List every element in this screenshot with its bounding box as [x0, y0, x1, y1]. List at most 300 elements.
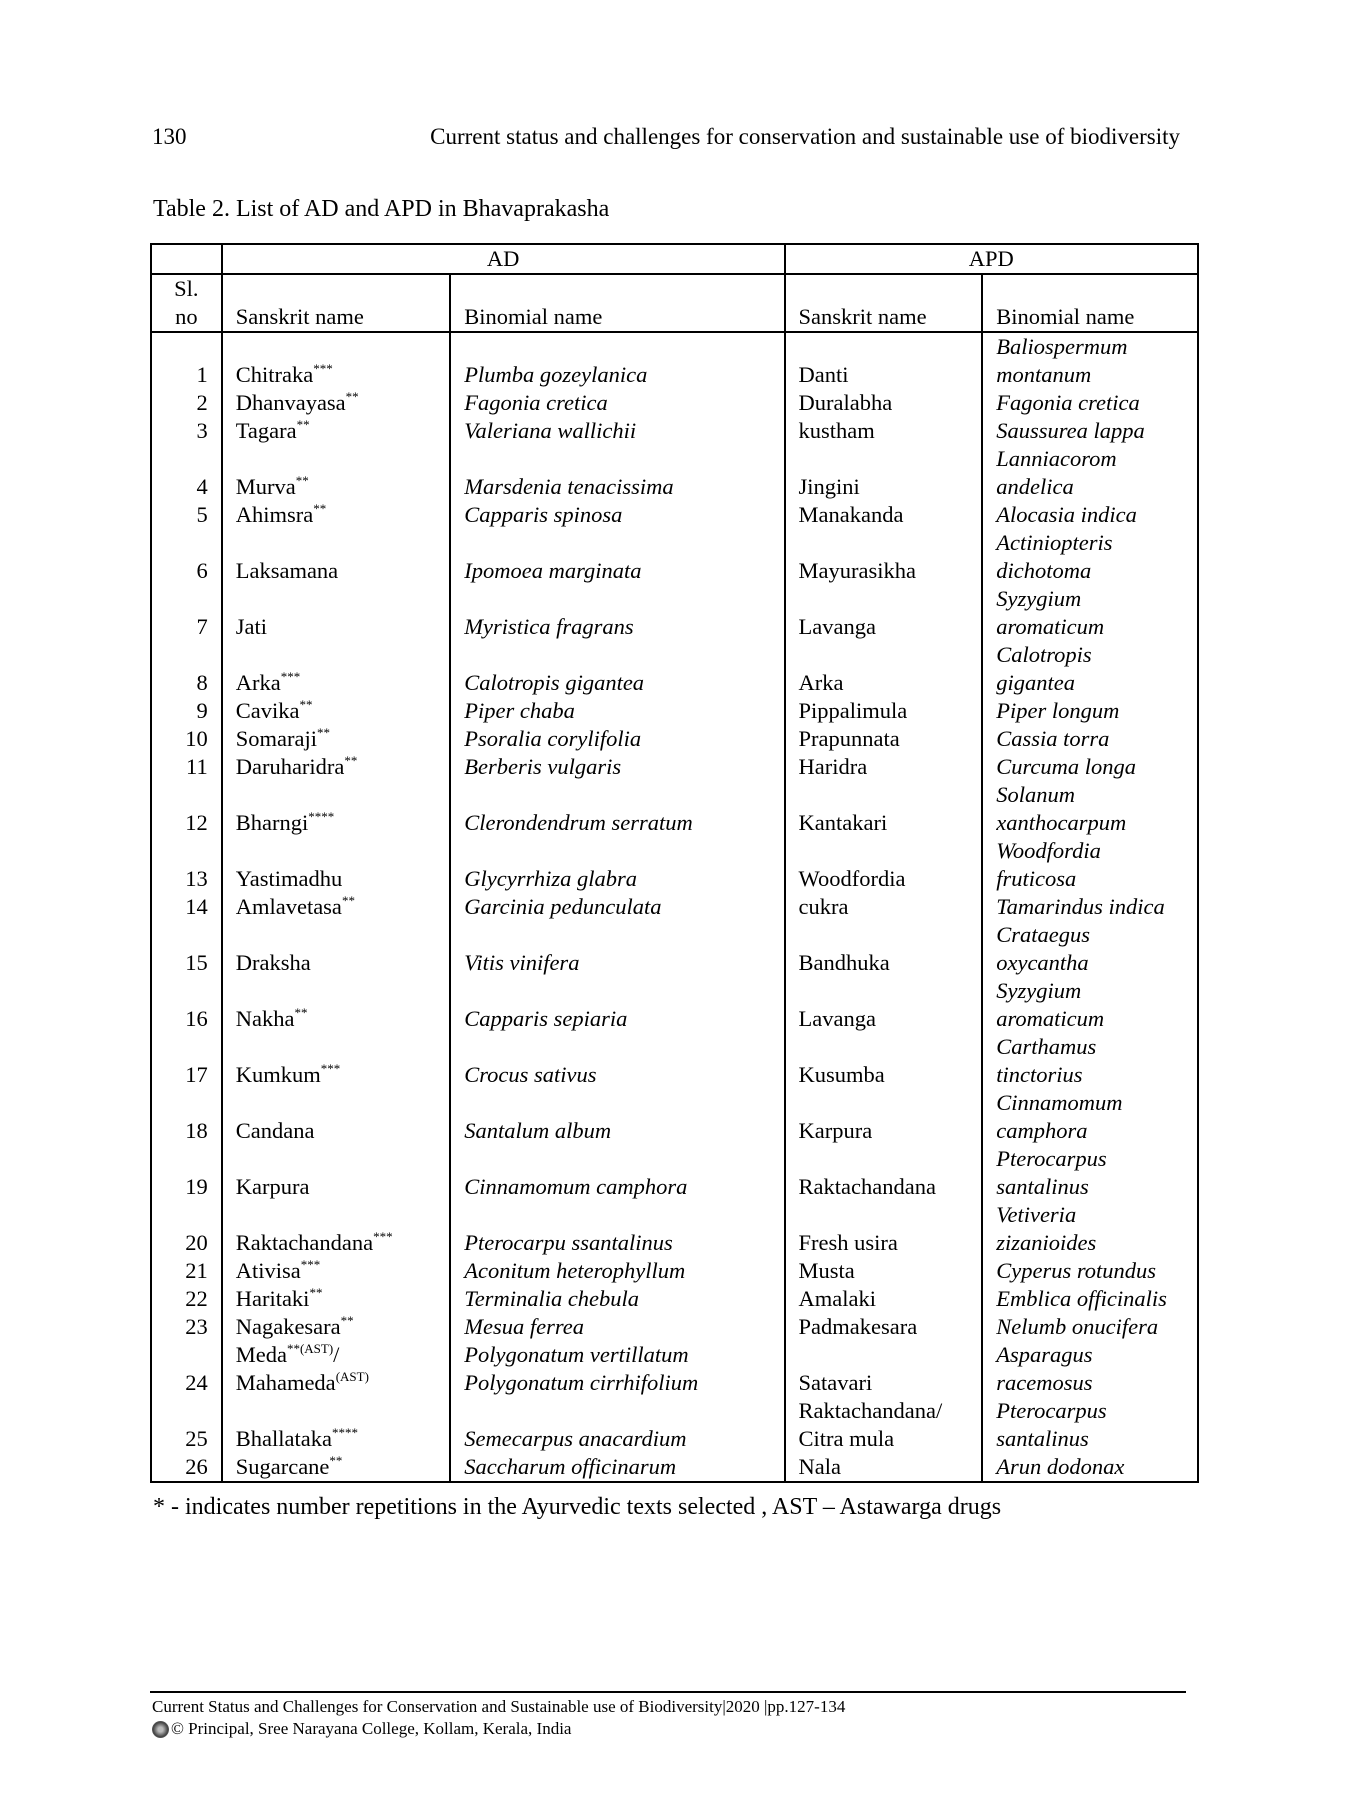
binomial-name: santalinus — [996, 1426, 1089, 1451]
apd-sanskrit-cell — [785, 977, 983, 1033]
sanskrit-name — [236, 417, 450, 445]
binomial-name: Plumba gozeylanica — [464, 362, 648, 387]
binomial-name: Marsdenia tenacissima — [464, 474, 674, 499]
ad-binomial-cell — [450, 1313, 784, 1341]
ad-sanskrit-cell — [222, 921, 451, 977]
sl-no-cell: 21 — [185, 1258, 208, 1283]
ad-binomial-cell — [450, 1285, 784, 1313]
sanskrit-name: Raktachandana — [798, 1174, 936, 1199]
binomial-name: Cyperus rotundus — [996, 1258, 1157, 1283]
sanskrit-name — [236, 893, 450, 921]
sanskrit-name — [236, 361, 450, 389]
sl-no-cell: 14 — [185, 894, 208, 919]
col-header-ad-sanskrit: Sanskrit name — [222, 274, 451, 332]
binomial-name: Vetiveria — [996, 1202, 1077, 1227]
apd-binomial-cell — [982, 501, 1198, 529]
repetition-mark: *** — [280, 669, 301, 684]
sanskrit-text: Bhallataka — [235, 1426, 332, 1451]
apd-sanskrit-cell — [785, 1313, 983, 1341]
binomial-name: Lanniacorom — [996, 446, 1117, 471]
sanskrit-name: Kusumba — [798, 1062, 885, 1087]
sanskrit-text: Haritaki — [235, 1286, 310, 1311]
binomial-name: Cinnamomum — [996, 1090, 1123, 1115]
sanskrit-name — [236, 1257, 450, 1285]
apd-sanskrit-cell — [785, 837, 983, 893]
apd-binomial-cell — [982, 1453, 1198, 1482]
binomial-name: santalinus — [996, 1174, 1089, 1199]
binomial-name: Cinnamomum camphora — [464, 1174, 688, 1199]
sanskrit-name: Arka — [798, 670, 844, 695]
apd-sanskrit-cell — [785, 445, 983, 501]
ad-sanskrit-cell — [222, 1453, 451, 1482]
apd-binomial-cell — [982, 641, 1198, 697]
apd-binomial-cell — [982, 921, 1198, 977]
ad-sanskrit-cell — [222, 977, 451, 1033]
sl-no-cell: 8 — [196, 670, 208, 695]
apd-sanskrit-cell — [785, 501, 983, 529]
binomial-name: Crocus sativus — [464, 1062, 597, 1087]
table-row — [151, 1397, 1198, 1453]
repetition-mark: ** — [295, 473, 309, 488]
binomial-name: Syzygium — [996, 978, 1082, 1003]
ad-binomial-cell — [450, 781, 784, 837]
binomial-name: andelica — [996, 474, 1074, 499]
repetition-mark: ** — [345, 389, 359, 404]
sl-no-cell: 12 — [185, 810, 208, 835]
table-row — [151, 725, 1198, 753]
apd-binomial-cell — [982, 1313, 1198, 1341]
table-row — [151, 781, 1198, 837]
sanskrit-name: Amalaki — [798, 1286, 877, 1311]
sanskrit-text: Ativisa — [235, 1258, 301, 1283]
sanskrit-text: Kumkum — [235, 1062, 321, 1087]
table-row — [151, 921, 1198, 977]
sanskrit-name — [236, 865, 450, 893]
apd-sanskrit-cell — [785, 641, 983, 697]
ad-binomial-cell — [450, 1033, 784, 1089]
ad-binomial-cell — [450, 1397, 784, 1453]
ad-binomial-cell — [450, 1257, 784, 1285]
sanskrit-name: Citra mula — [798, 1426, 895, 1451]
sl-no-cell: 2 — [196, 390, 208, 415]
binomial-name: Fagonia cretica — [464, 390, 608, 415]
binomial-name: camphora — [996, 1118, 1088, 1143]
binomial-name: Calotropis — [996, 642, 1092, 667]
repetition-mark: **(AST) — [286, 1341, 334, 1356]
apd-sanskrit-cell — [785, 1285, 983, 1313]
sanskrit-text: Bharngi — [235, 810, 309, 835]
ad-sanskrit-cell — [222, 1285, 451, 1313]
ad-sanskrit-cell — [222, 501, 451, 529]
sanskrit-name: Kantakari — [798, 810, 888, 835]
ad-binomial-cell — [450, 977, 784, 1033]
ad-binomial-cell — [450, 725, 784, 753]
binomial-name: dichotoma — [996, 558, 1092, 583]
binomial-name: gigantea — [996, 670, 1075, 695]
ad-sanskrit-cell — [222, 1145, 451, 1201]
sl-no-cell: 5 — [196, 502, 208, 527]
table-row — [151, 445, 1198, 501]
binomial-name: Fagonia cretica — [996, 390, 1140, 415]
sanskrit-name: Padmakesara — [798, 1314, 918, 1339]
apd-binomial-cell — [982, 332, 1198, 389]
sanskrit-text: Daruharidra — [235, 754, 345, 779]
apd-sanskrit-cell — [785, 921, 983, 977]
sanskrit-name — [236, 1425, 450, 1453]
ad-sanskrit-cell — [222, 753, 451, 781]
footer-copyright: © Principal, Sree Narayana College, Kollam, Kerala, India — [171, 1719, 572, 1738]
sanskrit-name: Pippalimula — [798, 698, 908, 723]
sl-no-cell: 7 — [196, 614, 208, 639]
apd-sanskrit-cell — [785, 1089, 983, 1145]
sanskrit-text: Arka — [235, 670, 281, 695]
sanskrit-name — [236, 1061, 450, 1089]
sl-no-cell: 26 — [185, 1454, 208, 1479]
col-header-slno: Sl. no — [151, 274, 222, 332]
binomial-name: Clerondendrum serratum — [464, 810, 693, 835]
sanskrit-text: Nagakesara — [235, 1314, 341, 1339]
ad-binomial-cell — [450, 445, 784, 501]
ad-binomial-cell — [450, 417, 784, 445]
binomial-name: Mesua ferrea — [464, 1314, 585, 1339]
repetition-mark: *** — [373, 1229, 393, 1244]
apd-binomial-cell — [982, 389, 1198, 417]
table-row — [151, 585, 1198, 641]
footnote: * - indicates number repetitions in the Ayurvedic texts selected , AST – Astawarga drugs — [153, 1494, 1002, 1520]
apd-binomial-cell — [982, 781, 1198, 837]
apd-binomial-cell — [982, 1257, 1198, 1285]
table-row — [151, 417, 1198, 445]
repetition-mark: *** — [300, 1257, 321, 1272]
table-row — [151, 332, 1198, 389]
group-header-apd: APD — [785, 244, 1198, 274]
col-header-ad-binomial: Binomial name — [450, 274, 784, 332]
group-header-row — [151, 244, 1198, 274]
binomial-name: Polygonatum vertillatum — [464, 1342, 689, 1367]
apd-binomial-cell — [982, 529, 1198, 585]
repetition-mark: ** — [309, 1285, 323, 1300]
sl-no-cell: 15 — [185, 950, 208, 975]
running-title: Current status and challenges for conservation and sustainable use of biodiversity — [430, 124, 1180, 149]
binomial-name: Psoralia corylifolia — [464, 726, 642, 751]
ad-sanskrit-cell — [222, 1313, 451, 1341]
sl-no-cell: 6 — [196, 558, 208, 583]
repetition-mark: ** — [294, 1005, 308, 1020]
ad-binomial-cell — [450, 641, 784, 697]
apd-binomial-cell — [982, 1145, 1198, 1201]
sl-no-cell: 9 — [196, 698, 208, 723]
sanskrit-text: Meda — [235, 1342, 287, 1367]
table-row — [151, 1313, 1198, 1341]
binomial-name: Pterocarpu ssantalinus — [464, 1230, 673, 1255]
footer-divider — [150, 1691, 1186, 1693]
binomial-name: Berberis vulgaris — [464, 754, 622, 779]
binomial-name: aromaticum — [996, 1006, 1105, 1031]
table-row — [151, 641, 1198, 697]
sanskrit-text: Raktachandana — [235, 1230, 374, 1255]
sanskrit-name — [236, 1173, 450, 1201]
name-suffix: / — [333, 1342, 340, 1367]
sl-no-cell: 18 — [185, 1118, 208, 1143]
ad-sanskrit-cell — [222, 529, 451, 585]
sanskrit-name: Bandhuka — [798, 950, 890, 975]
table-row — [151, 1453, 1198, 1482]
footer-citation: Current Status and Challenges for Conservation and Sustainable use of Biodiversity|2020 |pp.127-134 — [152, 1697, 846, 1716]
sanskrit-name: Jingini — [798, 474, 860, 499]
repetition-mark: *** — [313, 361, 333, 376]
binomial-name: Nelumb onucifera — [996, 1314, 1159, 1339]
table-body — [151, 332, 1198, 1482]
repetition-mark: **** — [308, 809, 335, 824]
binomial-name: Valeriana wallichii — [464, 418, 637, 443]
sanskrit-name — [236, 809, 450, 837]
sanskrit-name: cukra — [798, 894, 849, 919]
binomial-name: Myristica fragrans — [464, 614, 634, 639]
binomial-name: aromaticum — [996, 614, 1105, 639]
sanskrit-name: Karpura — [798, 1118, 873, 1143]
ad-sanskrit-cell — [222, 1397, 451, 1453]
sanskrit-text: Laksamana — [235, 558, 339, 583]
apd-binomial-cell — [982, 753, 1198, 781]
ad-sanskrit-cell — [222, 725, 451, 753]
ad-binomial-cell — [450, 753, 784, 781]
col-header-apd-sanskrit: Sanskrit name — [785, 274, 983, 332]
binomial-name: Piper chaba — [464, 698, 575, 723]
apd-sanskrit-cell — [785, 1397, 983, 1453]
apd-binomial-cell — [982, 837, 1198, 893]
ad-binomial-cell — [450, 332, 784, 389]
binomial-name: Actiniopteris — [996, 530, 1113, 555]
apd-binomial-cell — [982, 893, 1198, 921]
sanskrit-name: Lavanga — [798, 614, 877, 639]
sanskrit-name: Nala — [798, 1454, 842, 1479]
sanskrit-name: Woodfordia — [798, 866, 906, 891]
sl-no-cell: 11 — [186, 754, 208, 779]
repetition-mark: ** — [316, 725, 330, 740]
apd-binomial-cell — [982, 977, 1198, 1033]
sanskrit-text: Cavika — [235, 698, 300, 723]
ad-binomial-cell — [450, 501, 784, 529]
binomial-name: montanum — [996, 362, 1092, 387]
apd-binomial-cell — [982, 1397, 1198, 1453]
sanskrit-name: Fresh usira — [798, 1230, 898, 1255]
ad-sanskrit-cell — [222, 1089, 451, 1145]
binomial-name: Saccharum officinarum — [464, 1454, 677, 1479]
ad-sanskrit-cell — [222, 1033, 451, 1089]
sl-no-cell: 10 — [185, 726, 208, 751]
ad-sanskrit-cell — [222, 837, 451, 893]
apd-sanskrit-cell — [785, 1257, 983, 1285]
empty-header-cell — [151, 244, 222, 274]
sanskrit-text: Yastimadhu — [235, 866, 343, 891]
binomial-name: Syzygium — [996, 586, 1082, 611]
ad-sanskrit-cell — [222, 1341, 451, 1397]
footer-copyright-line — [152, 1719, 571, 1739]
table-caption: Table 2. List of AD and APD in Bhavaprakasha — [153, 196, 610, 222]
apd-sanskrit-cell — [785, 893, 983, 921]
binomial-name: Woodfordia — [996, 838, 1101, 863]
ad-sanskrit-cell — [222, 1201, 451, 1257]
table-row — [151, 977, 1198, 1033]
apd-binomial-cell — [982, 1033, 1198, 1089]
sl-no-cell: 22 — [185, 1286, 208, 1311]
sanskrit-name: Duralabha — [798, 390, 893, 415]
binomial-name: Saussurea lappa — [996, 418, 1145, 443]
sanskrit-name — [236, 697, 450, 725]
binomial-name: Polygonatum cirrhifolium — [464, 1370, 699, 1395]
sl-no-cell: 24 — [185, 1370, 208, 1395]
binomial-name: Crataegus — [996, 922, 1090, 947]
group-header-ad: AD — [222, 244, 785, 274]
binomial-name: Arun dodonax — [996, 1454, 1125, 1479]
apd-sanskrit-cell — [785, 585, 983, 641]
repetition-mark: (AST) — [335, 1369, 369, 1384]
table-row — [151, 389, 1198, 417]
sanskrit-text: Jati — [235, 614, 267, 639]
apd-binomial-cell — [982, 417, 1198, 445]
binomial-name: Santalum album — [464, 1118, 612, 1143]
sanskrit-name: Mayurasikha — [798, 558, 917, 583]
binomial-name: Solanum — [996, 782, 1075, 807]
ad-sanskrit-cell — [222, 417, 451, 445]
apd-binomial-cell — [982, 1285, 1198, 1313]
binomial-name: Capparis spinosa — [464, 502, 623, 527]
binomial-name: racemosus — [996, 1370, 1093, 1395]
ad-binomial-cell — [450, 585, 784, 641]
sanskrit-name — [236, 1369, 450, 1397]
ad-binomial-cell — [450, 1201, 784, 1257]
binomial-name: Pterocarpus — [996, 1398, 1107, 1423]
binomial-name: Curcuma longa — [996, 754, 1137, 779]
apd-sanskrit-cell — [785, 1145, 983, 1201]
binomial-name: Semecarpus anacardium — [464, 1426, 687, 1451]
binomial-name: Glycyrrhiza glabra — [464, 866, 637, 891]
sanskrit-text: Tagara — [235, 418, 297, 443]
college-logo-icon — [152, 1721, 169, 1738]
binomial-name: oxycantha — [996, 950, 1089, 975]
table-row — [151, 837, 1198, 893]
sanskrit-name: Haridra — [798, 754, 868, 779]
binomial-name: Aconitum heterophyllum — [464, 1258, 686, 1283]
sanskrit-text: Sugarcane — [235, 1454, 330, 1479]
sanskrit-name: Musta — [798, 1258, 855, 1283]
ad-binomial-cell — [450, 1145, 784, 1201]
sanskrit-text: Draksha — [235, 950, 311, 975]
sanskrit-name — [236, 557, 450, 585]
sanskrit-name — [236, 725, 450, 753]
sanskrit-text: Amlavetasa — [235, 894, 342, 919]
ad-sanskrit-cell — [222, 585, 451, 641]
table-row — [151, 1145, 1198, 1201]
sanskrit-name — [236, 1453, 450, 1481]
apd-sanskrit-cell — [785, 417, 983, 445]
binomial-name: fruticosa — [996, 866, 1077, 891]
binomial-name: tinctorius — [996, 1062, 1083, 1087]
repetition-mark: **** — [331, 1425, 358, 1440]
ad-binomial-cell — [450, 697, 784, 725]
sl-no-cell: 4 — [196, 474, 208, 499]
sanskrit-name — [236, 1229, 450, 1257]
table-row — [151, 1089, 1198, 1145]
apd-sanskrit-cell — [785, 1033, 983, 1089]
sanskrit-name — [236, 1285, 450, 1313]
sanskrit-text: Somaraji — [235, 726, 317, 751]
ad-binomial-cell — [450, 1453, 784, 1482]
table-row — [151, 1201, 1198, 1257]
binomial-name: Pterocarpus — [996, 1146, 1107, 1171]
binomial-name: Vitis vinifera — [464, 950, 580, 975]
sl-no-cell: 3 — [196, 418, 208, 443]
sl-no-cell: 16 — [185, 1006, 208, 1031]
ad-sanskrit-cell — [222, 332, 451, 389]
sl-no-cell: 23 — [185, 1314, 208, 1339]
apd-binomial-cell — [982, 1341, 1198, 1397]
apd-sanskrit-cell — [785, 389, 983, 417]
sanskrit-name: Manakanda — [798, 502, 904, 527]
apd-sanskrit-cell — [785, 781, 983, 837]
sanskrit-name — [236, 501, 450, 529]
apd-sanskrit-cell — [785, 725, 983, 753]
ad-binomial-cell — [450, 837, 784, 893]
binomial-name: Asparagus — [996, 1342, 1093, 1367]
repetition-mark: ** — [296, 417, 310, 432]
sl-no-cell: 19 — [185, 1174, 208, 1199]
sanskrit-name — [236, 1117, 450, 1145]
sanskrit-name — [236, 473, 450, 501]
apd-binomial-cell — [982, 1201, 1198, 1257]
sl-no-cell: 20 — [185, 1230, 208, 1255]
sanskrit-name: Satavari — [798, 1370, 873, 1395]
ad-sanskrit-cell — [222, 893, 451, 921]
apd-binomial-cell — [982, 697, 1198, 725]
repetition-mark: ** — [340, 1313, 354, 1328]
ad-sanskrit-cell — [222, 781, 451, 837]
sanskrit-text: Candana — [235, 1118, 315, 1143]
apd-sanskrit-cell — [785, 1201, 983, 1257]
species-table — [150, 243, 1199, 1483]
sanskrit-text: Mahameda — [235, 1370, 336, 1395]
ad-sanskrit-cell — [222, 389, 451, 417]
sl-no-cell: 13 — [185, 866, 208, 891]
binomial-name: Piper longum — [996, 698, 1120, 723]
apd-sanskrit-cell — [785, 753, 983, 781]
sanskrit-name — [236, 669, 450, 697]
binomial-name: Emblica officinalis — [996, 1286, 1167, 1311]
apd-sanskrit-cell — [785, 332, 983, 389]
sanskrit-name — [236, 1313, 450, 1341]
sanskrit-text: Karpura — [235, 1174, 310, 1199]
table-row — [151, 529, 1198, 585]
col-header-apd-binomial: Binomial name — [982, 274, 1198, 332]
sanskrit-text: Chitraka — [235, 362, 314, 387]
sanskrit-text: Dhanvayasa — [235, 390, 346, 415]
ad-sanskrit-cell — [222, 641, 451, 697]
repetition-mark: ** — [344, 753, 358, 768]
binomial-name: Carthamus — [996, 1034, 1097, 1059]
apd-binomial-cell — [982, 585, 1198, 641]
repetition-mark: *** — [320, 1061, 341, 1076]
apd-binomial-cell — [982, 725, 1198, 753]
binomial-name: Baliospermum — [996, 334, 1128, 359]
binomial-name: Capparis sepiaria — [464, 1006, 628, 1031]
repetition-mark: ** — [329, 1453, 343, 1468]
sanskrit-name: Danti — [798, 362, 849, 387]
repetition-mark: ** — [341, 893, 355, 908]
table-row — [151, 1341, 1198, 1397]
sanskrit-name: Raktachandana/ — [798, 1398, 943, 1423]
apd-sanskrit-cell — [785, 697, 983, 725]
table-row — [151, 1257, 1198, 1285]
